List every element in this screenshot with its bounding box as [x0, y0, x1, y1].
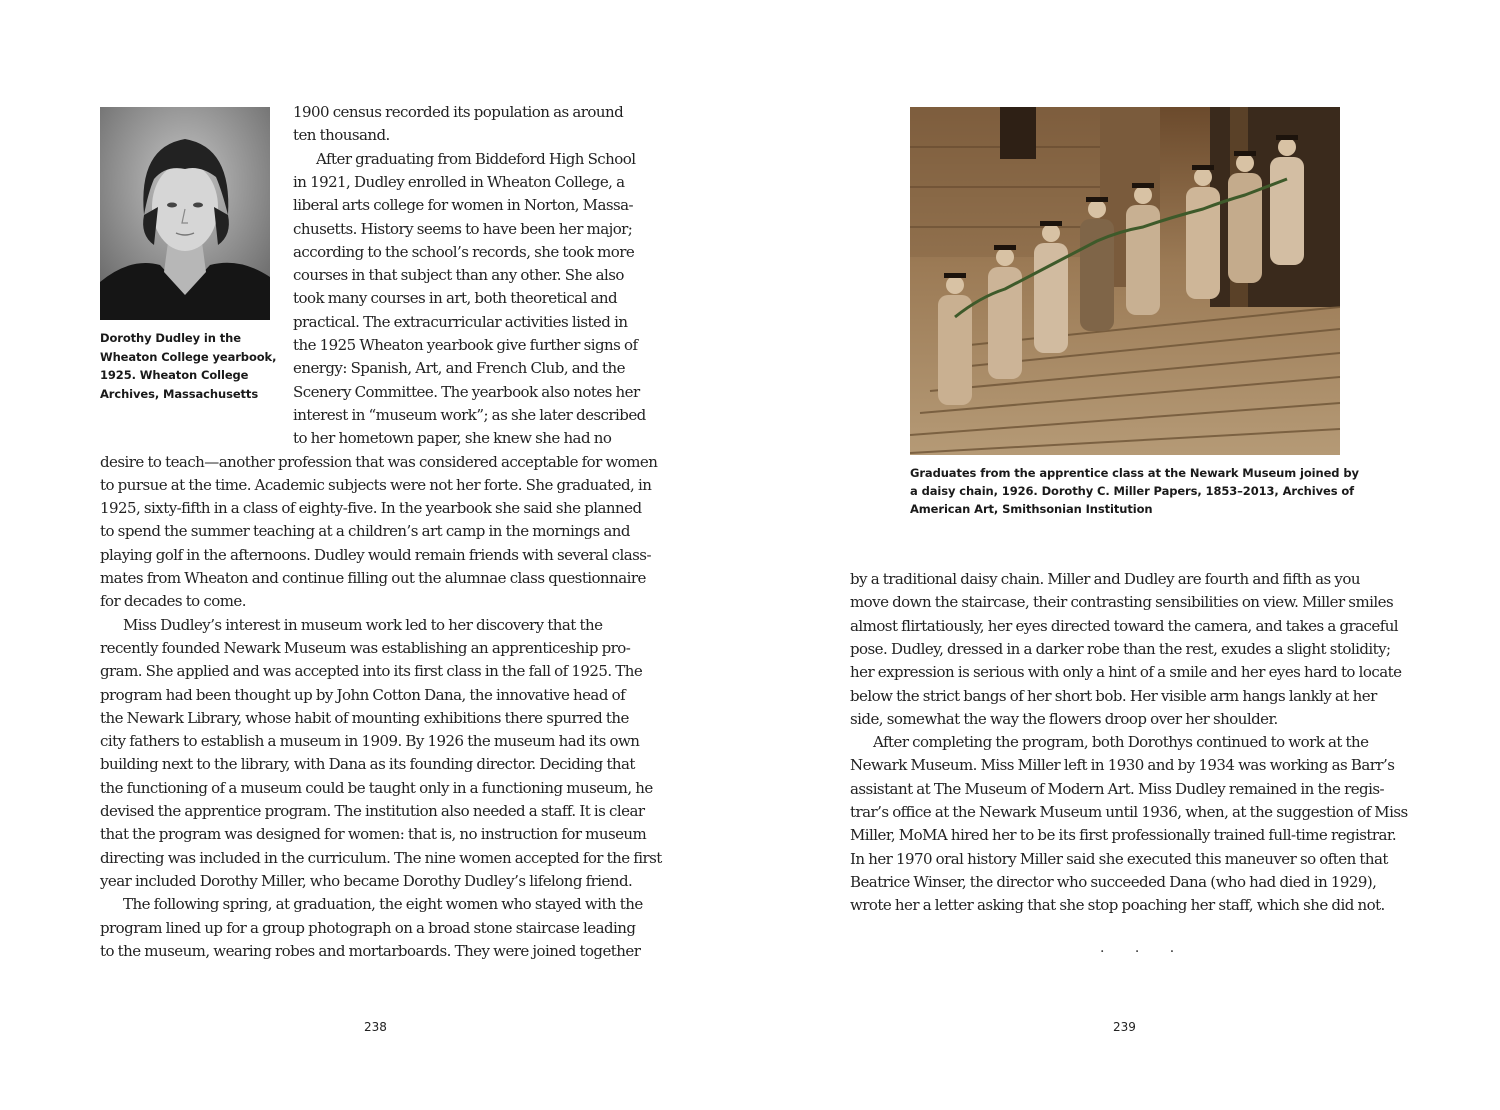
page-number-239: 239: [1113, 1020, 1136, 1034]
body-text-line: assistant at The Museum of Modern Art. Miss Dudley remained in the regis-: [850, 779, 1385, 798]
body-text-line: After graduating from Biddeford High School: [316, 149, 636, 168]
caption-line: American Art, Smithsonian Institution: [910, 502, 1153, 516]
body-text-line: to pursue at the time. Academic subjects were not her forte. She graduated, in: [100, 475, 652, 494]
caption-line: Wheaton College yearbook,: [100, 349, 277, 364]
body-text-line: almost flirtatiously, her eyes directed toward the camera, and takes a graceful: [850, 616, 1399, 635]
body-text-line: Beatrice Winser, the director who succeeded Dana (who had died in 1929),: [850, 872, 1377, 891]
body-text-line: playing golf in the afternoons. Dudley would remain friends with several class-: [100, 545, 651, 564]
body-text-line: to her hometown paper, she knew she had no: [293, 429, 612, 448]
body-text-line: side, somewhat the way the flowers droop over her shoulder.: [850, 709, 1278, 728]
body-text-line: below the strict bangs of her short bob. Her visible arm hangs lankly at her: [850, 686, 1377, 705]
body-text-line: ten thousand.: [293, 126, 390, 145]
body-text-line: mates from Wheaton and continue filling out the alumnae class questionnaire: [100, 569, 646, 587]
body-text-line: gram. She applied and was accepted into its first class in the fall of 1925. The: [100, 662, 643, 681]
body-text-line: After completing the program, both Dorothys continued to work at the: [873, 733, 1369, 752]
caption-line: Archives, Massachusetts: [100, 386, 259, 401]
dorothy-dudley-portrait-photo: [100, 107, 270, 320]
body-text-line: Newark Museum. Miss Miller left in 1930 and by 1934 was working as Barr’s: [850, 756, 1395, 775]
page-number-238: 238: [364, 1020, 387, 1034]
body-text-line: courses in that subject than any other. She also: [293, 266, 624, 285]
body-text-line: by a traditional daisy chain. Miller and Dudley are fourth and fifth as you: [850, 570, 1360, 588]
body-text-line: Miller, MoMA hired her to be its first professionally trained full-time registrar.: [850, 826, 1397, 845]
body-text-line: wrote her a letter asking that she stop poaching her staff, which she did not.: [850, 896, 1385, 915]
body-text-line: desire to teach—another profession that was considered acceptable for women: [100, 452, 658, 471]
body-text-line: practical. The extracurricular activities listed in: [293, 312, 628, 331]
body-text-line: for decades to come.: [100, 592, 246, 611]
body-text-line: chusetts. History seems to have been her major;: [293, 219, 633, 238]
body-text-line: year included Dorothy Miller, who became Dorothy Dudley’s lifelong friend.: [100, 871, 633, 890]
body-text-line: recently founded Newark Museum was establishing an apprenticeship pro-: [100, 638, 631, 657]
body-text-line: program lined up for a group photograph on a broad stone staircase leading: [100, 918, 636, 937]
caption-line: Graduates from the apprentice class at the Newark Museum joined by: [910, 466, 1359, 480]
body-text-line: took many courses in art, both theoretical and: [293, 289, 618, 308]
body-text-line: to the museum, wearing robes and mortarboards. They were joined together: [100, 941, 641, 960]
body-text-line: directing was included in the curriculum. The nine women accepted for the first: [100, 848, 662, 867]
body-text-line: program had been thought up by John Cotton Dana, the innovative head of: [100, 685, 626, 704]
section-break-dots: · · ·: [1100, 944, 1188, 960]
body-text-line: to spend the summer teaching at a children’s art camp in the mornings and: [100, 522, 630, 541]
caption-line: Dorothy Dudley in the: [100, 331, 241, 345]
body-text-line: energy: Spanish, Art, and French Club, and the: [293, 359, 625, 378]
body-text-line: the 1925 Wheaton yearbook give further signs of: [293, 336, 638, 354]
body-text-line: in 1921, Dudley enrolled in Wheaton College, a: [293, 172, 625, 191]
body-text-line: building next to the library, with Dana as its founding director. Deciding that: [100, 755, 635, 774]
body-text-line: move down the staircase, their contrasting sensibilities on view. Miller smiles: [850, 593, 1394, 612]
body-text-line: The following spring, at graduation, the eight women who stayed with the: [123, 895, 643, 914]
body-text-line: In her 1970 oral history Miller said she executed this maneuver so often that: [850, 849, 1388, 868]
body-text-line: Scenery Committee. The yearbook also notes her: [293, 382, 640, 401]
body-text-line: according to the school’s records, she took more: [293, 242, 635, 261]
body-text-line: 1900 census recorded its population as around: [293, 103, 624, 121]
body-text-line: city fathers to establish a museum in 1909. By 1926 the museum had its own: [100, 732, 640, 751]
body-text-line: the Newark Library, whose habit of mounting exhibitions there spurred the: [100, 708, 629, 727]
body-text-line: Miss Dudley’s interest in museum work led to her discovery that the: [123, 615, 603, 634]
caption-line: a daisy chain, 1926. Dorothy C. Miller Papers, 1853–2013, Archives of: [910, 484, 1355, 498]
body-text-line: interest in “museum work”; as she later described: [293, 405, 646, 424]
right-page: [750, 0, 1500, 1110]
body-text-line: the functioning of a museum could be taught only in a functioning museum, he: [100, 778, 653, 797]
body-text-line: pose. Dudley, dressed in a darker robe than the rest, exudes a slight stolidity;: [850, 639, 1391, 658]
caption-line: 1925. Wheaton College: [100, 368, 249, 382]
body-text-line: that the program was designed for women: that is, no instruction for museum: [100, 825, 647, 844]
body-text-line: liberal arts college for women in Norton, Massa-: [293, 196, 634, 215]
body-text-line: trar’s office at the Newark Museum until 1936, when, at the suggestion of Miss: [850, 803, 1408, 821]
body-text-line: her expression is serious with only a hint of a smile and her eyes hard to locate: [850, 663, 1402, 682]
graduates-staircase-photo: [910, 107, 1340, 455]
body-text-line: devised the apprentice program. The institution also needed a staff. It is clear: [100, 802, 645, 820]
body-text-line: 1925, sixty-fifth in a class of eighty-five. In the yearbook she said she planned: [100, 499, 642, 518]
